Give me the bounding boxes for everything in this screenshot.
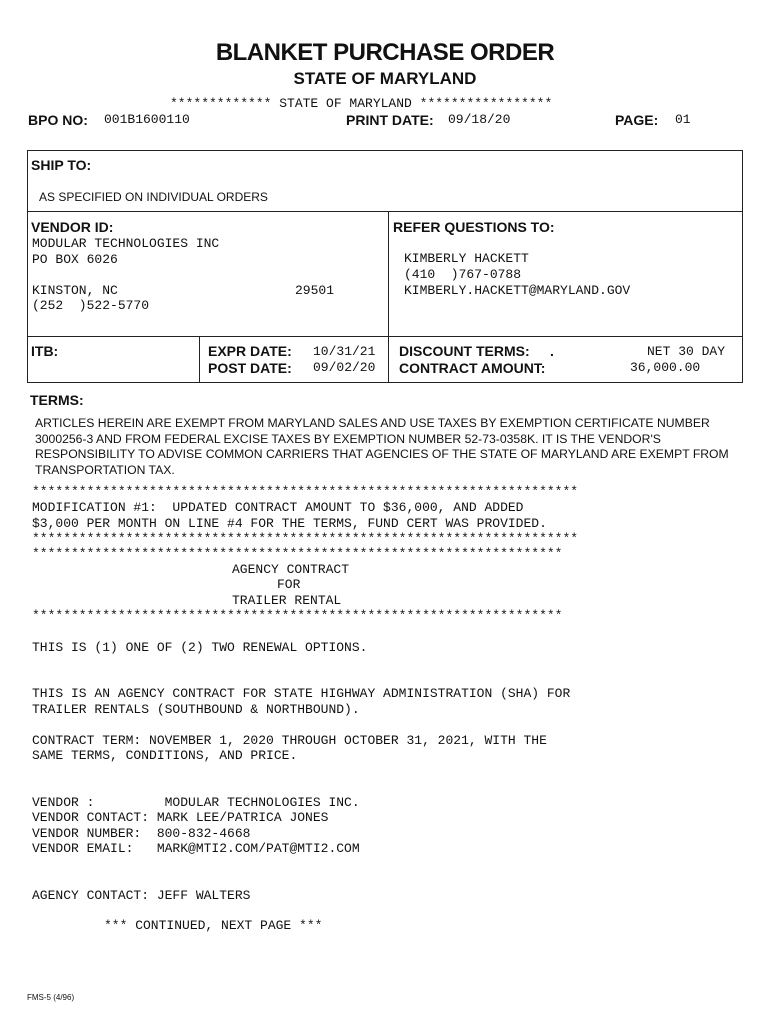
discount-terms-dot: .: [550, 343, 554, 359]
divider-vendor: [27, 336, 743, 337]
state-banner: ************* STATE OF MARYLAND *****************: [170, 96, 553, 111]
ship-to-label: SHIP TO:: [31, 157, 92, 173]
vendor-city: KINSTON, NC: [32, 283, 118, 298]
separator-stars: **********************************************************************: [32, 531, 579, 546]
vendor-id-label: VENDOR ID:: [31, 219, 114, 235]
bpo-label: BPO NO:: [28, 112, 88, 128]
terms-text: ARTICLES HEREIN ARE EXEMPT FROM MARYLAND SALES AND USE TAXES BY EXEMPTION CERTIFICATE NUMBER 3000256-3 AND FROM FEDERAL EXCISE TAXES BY EXEMPTION NUMBER 52-73-0358K. IT IS THE VENDOR'S RESPONSIBILITY TO ADVISE COMMON CARRIERS THAT AGENCIES OF THE STATE OF MARYLAND ARE EXEMPT FROM TRANSPORTATION TAX.: [35, 416, 729, 477]
itb-label: ITB:: [31, 343, 59, 359]
page-label: PAGE:: [615, 112, 659, 128]
vendor-address: PO BOX 6026: [32, 252, 118, 267]
modification-line: $3,000 PER MONTH ON LINE #4 FOR THE TERMS, FUND CERT WAS PROVIDED.: [32, 516, 547, 531]
print-date-label: PRINT DATE:: [346, 112, 434, 128]
contact-phone: (410 )767-0788: [404, 267, 522, 282]
post-date-value: 09/02/20: [313, 360, 376, 375]
contact-email: KIMBERLY.HACKETT@MARYLAND.GOV: [404, 283, 631, 298]
page-number: 01: [675, 112, 691, 127]
expr-date-label: EXPR DATE:: [208, 343, 292, 359]
separator-stars: ********************************************************************: [32, 608, 563, 623]
separator-stars: **********************************************************************: [32, 484, 579, 499]
vendor-zip: 29501: [295, 283, 335, 298]
renewal-text: THIS IS (1) ONE OF (2) TWO RENEWAL OPTIONS.: [32, 640, 368, 655]
ship-to-value: AS SPECIFIED ON INDIVIDUAL ORDERS: [39, 190, 268, 204]
discount-terms-label: DISCOUNT TERMS:: [399, 343, 530, 359]
continued-notice: *** CONTINUED, NEXT PAGE ***: [104, 918, 323, 933]
refer-questions-label: REFER QUESTIONS TO:: [393, 219, 555, 235]
vendor-info-line: VENDOR EMAIL: MARK@MTI2.COM/PAT@MTI2.COM: [32, 841, 360, 856]
vendor-phone: (252 )522-5770: [32, 298, 150, 313]
agency-contract-heading: AGENCY CONTRACT: [232, 562, 350, 577]
document-subtitle: STATE OF MARYLAND: [293, 69, 477, 88]
contact-name: KIMBERLY HACKETT: [404, 251, 529, 266]
agency-text: THIS IS AN AGENCY CONTRACT FOR STATE HIGHWAY ADMINISTRATION (SHA) FOR: [32, 686, 571, 701]
vendor-info-line: VENDOR : MODULAR TECHNOLOGIES INC.: [32, 795, 360, 810]
contract-amount-label: CONTRACT AMOUNT:: [399, 360, 546, 376]
discount-terms-value: NET 30 DAY: [647, 344, 726, 359]
separator-stars: ********************************************************************: [32, 546, 563, 561]
terms-label: TERMS:: [30, 392, 84, 408]
for-heading: FOR: [277, 577, 301, 592]
document-title: BLANKET PURCHASE ORDER: [215, 39, 555, 66]
bpo-number: 001B1600110: [104, 112, 190, 127]
trailer-rental-heading: TRAILER RENTAL: [232, 593, 342, 608]
print-date-value: 09/18/20: [448, 112, 511, 127]
contract-amount-value: 36,000.00: [630, 360, 701, 375]
agency-text: TRAILER RENTALS (SOUTHBOUND & NORTHBOUND).: [32, 702, 360, 717]
agency-contact: AGENCY CONTACT: JEFF WALTERS: [32, 888, 251, 903]
divider-vertical-right: [388, 211, 389, 383]
vendor-info-line: VENDOR CONTACT: MARK LEE/PATRICA JONES: [32, 810, 329, 825]
modification-line: MODIFICATION #1: UPDATED CONTRACT AMOUNT TO $36,000, AND ADDED: [32, 500, 524, 515]
contract-term-text: CONTRACT TERM: NOVEMBER 1, 2020 THROUGH OCTOBER 31, 2021, WITH THE: [32, 733, 547, 748]
form-id: FMS-5 (4/96): [27, 993, 75, 1002]
contract-term-text: SAME TERMS, CONDITIONS, AND PRICE.: [32, 748, 298, 763]
post-date-label: POST DATE:: [208, 360, 292, 376]
divider-ship-to: [27, 211, 743, 212]
header-form-box: [27, 150, 743, 383]
vendor-info-line: VENDOR NUMBER: 800-832-4668: [32, 826, 251, 841]
divider-vertical-left: [199, 336, 200, 383]
expr-date-value: 10/31/21: [313, 344, 376, 359]
vendor-name: MODULAR TECHNOLOGIES INC: [32, 236, 220, 251]
